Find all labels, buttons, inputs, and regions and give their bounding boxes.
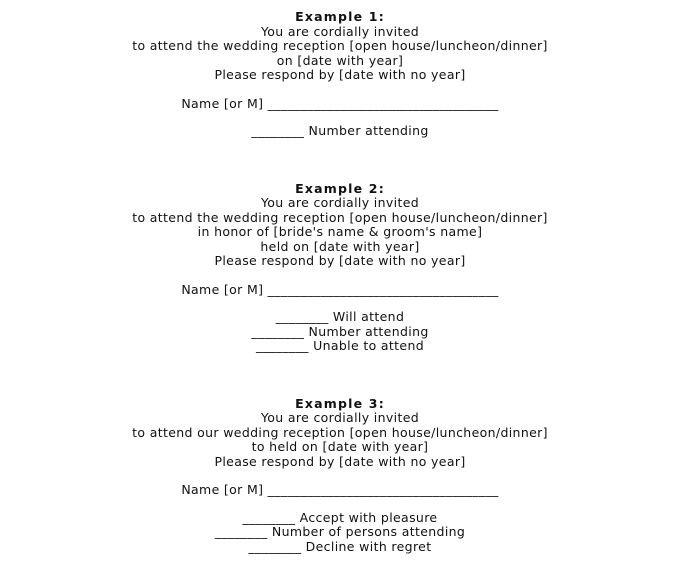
response-line: ________ Will attend [275, 309, 405, 324]
name-line: Name [or M] ___________________________________ [181, 281, 499, 297]
response-line: ________ Unable to attend [255, 338, 425, 353]
invite-line: on [date with year] [276, 52, 404, 68]
invite-line: You are cordially invited [260, 410, 420, 425]
invite-line: to held on [date with year] [251, 439, 429, 454]
invite-line: to attend the wedding reception [open house/luncheon/dinner] [132, 38, 548, 53]
response-line: ________ Decline with regret [248, 538, 432, 554]
example-heading: Example 3: [295, 395, 385, 411]
example-heading: Example 1: [295, 9, 385, 24]
invite-line: Please respond by [date with no year] [214, 67, 466, 82]
invite-line: Please respond by [date with no year] [214, 253, 466, 268]
name-line: Name [or M] ___________________________________ [181, 482, 499, 497]
example-2 [0, 182, 680, 354]
response-line: ________ Accept with pleasure [242, 509, 438, 525]
document [0, 10, 680, 554]
invite-line: You are cordially invited [260, 195, 420, 210]
invite-line: to attend our wedding reception [open house/luncheon/dinner] [132, 424, 548, 440]
response-line: ________ Number of persons attending [214, 524, 466, 539]
invite-line: You are cordially invited [260, 23, 420, 39]
response-line: ________ Number attending [251, 323, 429, 339]
invite-line: held on [date with year] [260, 238, 420, 254]
invite-line: to attend the wedding reception [open house/luncheon/dinner] [132, 209, 548, 225]
invite-line: in honor of [bride's name & groom's name] [197, 224, 483, 239]
example-3 [0, 397, 680, 555]
name-line: Name [or M] ___________________________________ [181, 95, 499, 111]
example-1 [0, 10, 680, 139]
invite-line: Please respond by [date with no year] [214, 453, 466, 469]
example-heading: Example 2: [295, 180, 385, 196]
response-line: ________ Number attending [251, 123, 429, 138]
